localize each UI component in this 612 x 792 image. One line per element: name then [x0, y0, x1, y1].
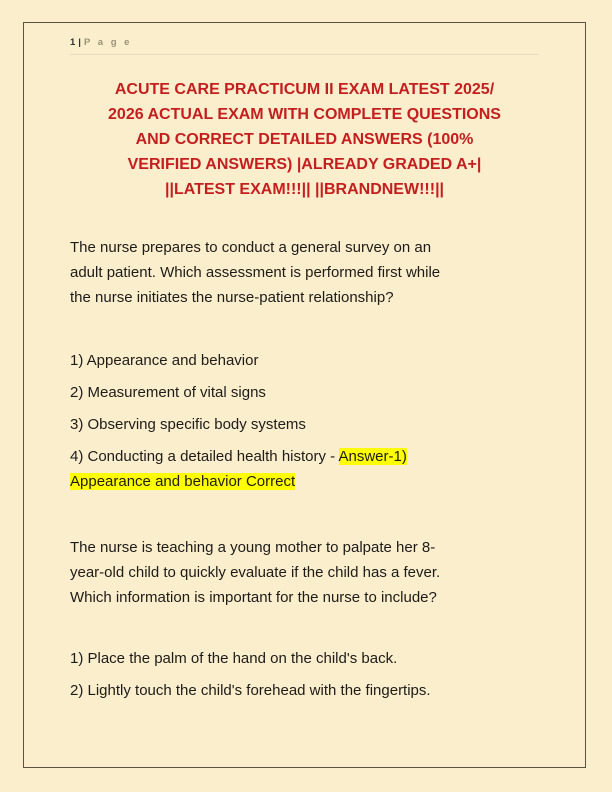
title-line: AND CORRECT DETAILED ANSWERS (100%: [135, 131, 474, 148]
question-1-text: [70, 235, 539, 310]
question-1-line: The nurse prepares to conduct a general survey on an: [70, 239, 432, 256]
question-1-option-2: 2) Measurement of vital signs: [70, 384, 266, 401]
document-title: [70, 77, 539, 202]
answer-highlight: Answer-1): [338, 448, 407, 465]
question-1-option-1: 1) Appearance and behavior: [70, 352, 259, 369]
question-2-option-2: 2) Lightly touch the child's forehead with the fingertips.: [70, 682, 431, 699]
option-4-text: 4) Conducting a detailed health history -: [70, 448, 339, 465]
question-1-option-4: [70, 444, 539, 494]
title-line: VERIFIED ANSWERS) |ALREADY GRADED A+|: [127, 156, 482, 173]
question-1-options: [70, 348, 539, 494]
question-2-option-1: 1) Place the palm of the hand on the child's back.: [70, 650, 398, 667]
page-header: [70, 37, 539, 55]
question-2-text: [70, 535, 539, 610]
title-line: ACUTE CARE PRACTICUM II EXAM LATEST 2025/: [114, 81, 495, 98]
answer-highlight: Appearance and behavior Correct: [70, 473, 296, 490]
page-header-separator: |: [78, 37, 81, 48]
question-2-options: [70, 646, 539, 703]
question-2-line: year-old child to quickly evaluate if the child has a fever.: [70, 564, 441, 581]
question-1-line: adult patient. Which assessment is performed first while: [70, 264, 441, 281]
question-1-option-4-line-2: [70, 469, 539, 494]
question-2-line: The nurse is teaching a young mother to palpate her 8-: [70, 539, 436, 556]
question-2-line: Which information is important for the nurse to include?: [70, 589, 437, 606]
question-1-line: the nurse initiates the nurse-patient relationship?: [70, 289, 394, 306]
page-number: 1: [70, 37, 77, 48]
title-line: 2026 ACTUAL EXAM WITH COMPLETE QUESTIONS: [108, 106, 501, 123]
page-header-label: P a g e: [83, 37, 132, 48]
page-border-frame: [23, 22, 586, 768]
question-1-option-4-line-1: [70, 444, 539, 469]
title-line: ||LATEST EXAM!!!|| ||BRANDNEW!!!||: [164, 181, 445, 198]
question-1-option-3: 3) Observing specific body systems: [70, 416, 306, 433]
